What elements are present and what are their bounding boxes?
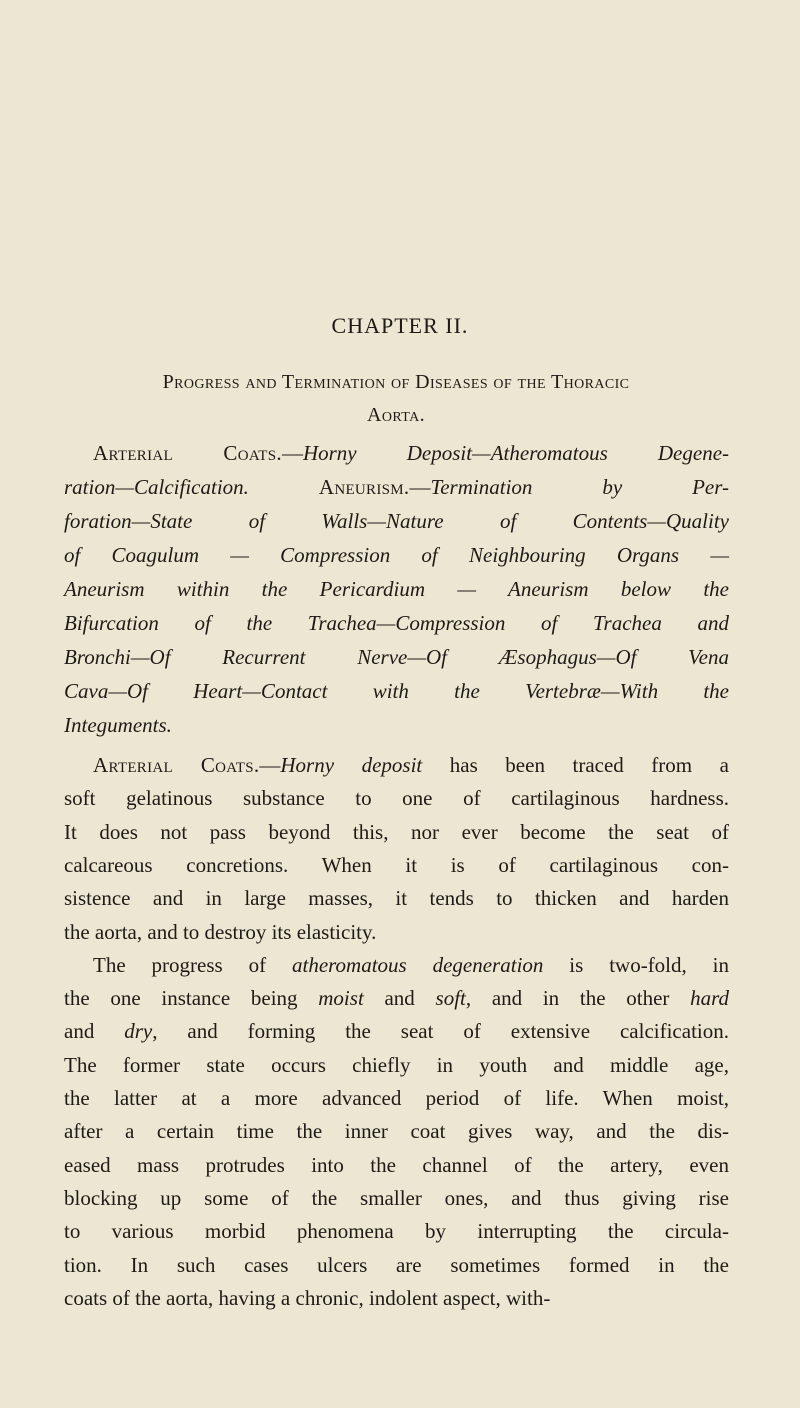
text-run: Bifurcation of the Trachea—Compression of Trachea and [64,611,729,635]
chapter-title [64,366,728,432]
text-line [64,1219,729,1244]
text-run: and [64,1019,125,1044]
summary-line [64,645,729,670]
text-run: , and forming the seat of extensive calcification. [152,1019,729,1044]
text-line [64,986,729,1011]
text-line [64,853,729,878]
text-run: Integuments. [64,713,172,737]
text-run: Aneurism. [318,475,410,499]
text-run: calcareous concretions. When it is of cartilaginous con- [64,852,729,877]
text-line [64,1153,729,1178]
summary-line [64,611,729,636]
summary-line [64,679,729,704]
text-run: the latter at a more advanced period of life. When moist, [64,1086,729,1110]
text-line [64,1053,729,1078]
text-run: , and in the other [465,986,691,1011]
text-run: has been traced from a [422,753,729,777]
text-run: Horny deposit [280,753,423,777]
summary-line [64,543,729,568]
text-line [64,820,729,845]
text-line [64,1186,729,1211]
text-run: blocking up some of the smaller ones, and thus giving rise [64,1185,729,1210]
text-run: soft [435,986,466,1011]
text-line [93,953,729,978]
chapter-title-line: Aorta. [367,404,425,426]
text-run: and [363,986,436,1011]
text-run: after a certain time the inner coat gives way, and the dis- [64,1119,729,1144]
text-run: Bronchi—Of Recurrent Nerve—Of Æsophagus—Of Vena [64,645,729,669]
text-run: — [409,475,431,499]
text-run: coats of the aorta, having a chronic, indolent aspect, with- [64,1285,551,1310]
text-run: is two-fold, in [543,952,729,977]
text-line [93,753,729,778]
text-run: The former state occurs chiefly in youth and middle age, [64,1052,729,1077]
text-run: ration—Calcification. [64,475,249,499]
text-run: The progress of [93,952,292,977]
text-run: tion. In such cases ulcers are sometimes formed in the [64,1252,729,1277]
text-run: — [281,441,303,465]
summary-line [64,509,729,534]
summary-line [64,577,729,602]
text-line [64,920,729,945]
text-run: sistence and in large masses, it tends to thicken and harden [64,886,729,911]
text-run: of Coagulum — Compression of Neighbouring Organs — [64,543,729,567]
text-line [64,1086,729,1111]
chapter-title-line: Progress and Termination of Diseases of the Thoracic [162,371,630,393]
text-run: It does not pass beyond this, nor ever become the seat of [64,819,729,844]
text-run: Arterial Coats. [93,753,260,777]
text-run: foration—State of Walls—Nature of Contents—Quality [64,509,729,533]
text-run: the one instance being [64,986,319,1011]
text-run: moist [318,986,364,1011]
summary-line [93,441,729,466]
text-run: — [259,753,281,777]
text-run: Aneurism within the Pericardium — Aneurism below the [64,577,729,601]
text-run: dry [124,1019,153,1044]
chapter-heading: CHAPTER II. [331,313,469,338]
text-run: soft gelatinous substance to one of cartilaginous hardness. [64,786,729,811]
text-line [64,1119,729,1144]
text-line [64,786,729,811]
text-run: Arterial Coats. [93,441,282,465]
summary-line [64,475,729,500]
summary-line [64,713,729,738]
text-run: atheromatous degeneration [291,952,544,977]
text-run [249,475,319,499]
text-run: Cava—Of Heart—Contact with the Vertebræ—With the [64,679,729,703]
text-line [64,1019,729,1044]
text-run: eased mass protrudes into the channel of the artery, even [64,1152,729,1177]
text-line [64,1286,729,1311]
text-run: hard [690,986,729,1011]
text-run: Termination by Per- [430,475,729,499]
text-line [64,1253,729,1278]
text-line [64,886,729,911]
text-run: to various morbid phenomena by interrupting the circula- [64,1219,729,1244]
text-run: Horny Deposit—Atheromatous Degene- [302,441,730,465]
text-run: the aorta, and to destroy its elasticity. [64,919,377,944]
